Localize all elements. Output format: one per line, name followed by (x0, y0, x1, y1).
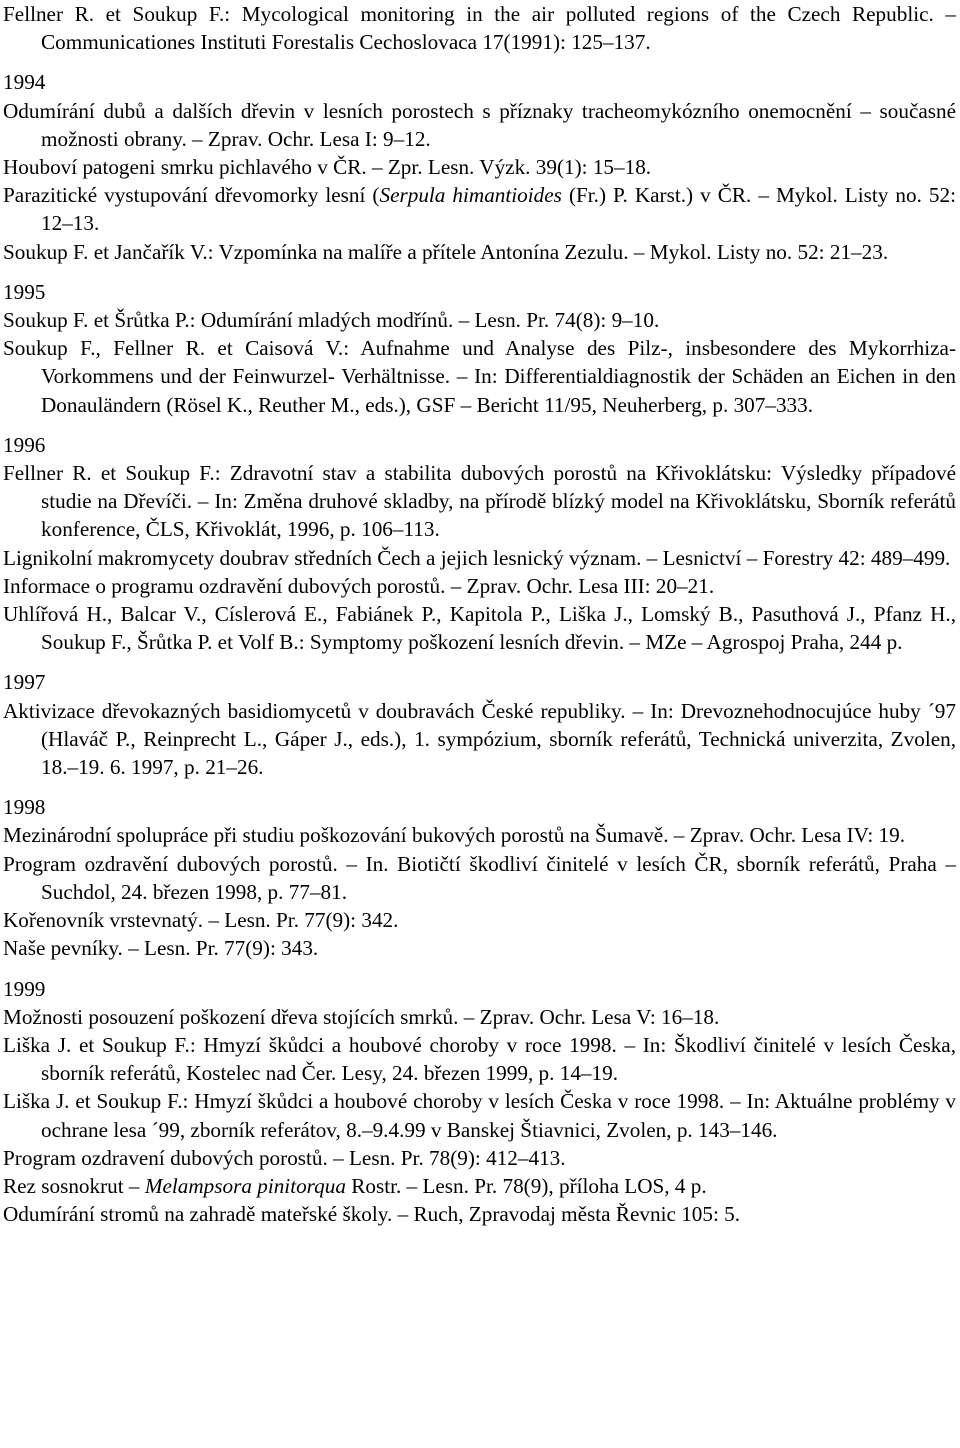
bib-entry: Soukup F. et Jančařík V.: Vzpomínka na malíře a přítele Antonína Zezulu. – Mykol. Listy no. 52: 21–23. (3, 239, 889, 264)
bib-entry: Naše pevníky. – Lesn. Pr. 77(9): 343. (3, 936, 319, 961)
italic-taxon: Serpula himantioides (379, 183, 562, 208)
bib-entry: Informace o programu ozdravění dubových porostů. – Zprav. Ochr. Lesa III: 20–21. (3, 573, 715, 598)
italic-taxon: Melampsora pinitorqua (144, 1173, 346, 1198)
year-heading: 1998 (3, 795, 46, 820)
bib-entry: Rez sosnokrut – Melampsora pinitorqua Rostr. – Lesn. Pr. 78(9), příloha LOS, 4 p. (3, 1173, 707, 1198)
bib-entry: Aktivizace dřevokazných basidiomycetů v doubravách České republiky. – In: Drevoznehodnocujúce huby ´97 (Hlaváč P., Reinprecht L., Gáper J., eds.), 1. sympózium, sborník referátů, Technická univerzita, Zvolen, 18.–19. 6. 1997, p. 21–26. (3, 698, 956, 780)
section-gap (3, 656, 956, 668)
bib-entry: Odumírání stromů na zahradě mateřské školy. – Ruch, Zpravodaj města Řevnic 105: 5. (3, 1202, 741, 1227)
year-heading: 1996 (3, 432, 46, 457)
year-heading: 1995 (3, 279, 46, 304)
bib-entry: Fellner R. et Soukup F.: Mycological monitoring in the air polluted regions of the Czech Republic. – Communicationes Instituti Forestalis Cechoslovaca 17(1991): 125–137. (3, 2, 956, 55)
bib-entry: Parazitické vystupování dřevomorky lesní (Serpula himantioides (Fr.) P. Karst.) v ČR. – Mykol. Listy no. 52: 12–13. (3, 183, 956, 236)
bib-entry: Liška J. et Soukup F.: Hmyzí škůdci a houbové choroby v lesích Česka v roce 1998. – In: Aktuálne problémy v ochrane lesa ´99, zborník referátov, 8.–9.4.99 v Banskej Štiavnici, Zvolen, p. 143–146. (3, 1089, 956, 1142)
bib-entry: Program ozdravení dubových porostů. – Lesn. Pr. 78(9): 412–413. (3, 1145, 566, 1170)
section-gap (3, 963, 956, 975)
year-heading: 1999 (3, 976, 46, 1001)
year-heading: 1994 (3, 70, 46, 95)
bib-entry: Soukup F. et Šrůtka P.: Odumírání mladých modřínů. – Lesn. Pr. 74(8): 9–10. (3, 308, 660, 333)
bib-entry: Houboví patogeni smrku pichlavého v ČR. – Zpr. Lesn. Výzk. 39(1): 15–18. (3, 155, 652, 180)
year-heading: 1997 (3, 670, 46, 695)
bibliography-page (3, 0, 956, 1228)
section-gap (3, 419, 956, 431)
bib-entry: Odumírání dubů a dalších dřevin v lesních porostech s příznaky tracheomykózního onemocnění – současné možnosti obrany. – Zprav. Ochr. Lesa I: 9–12. (3, 98, 956, 151)
bib-entry: Možnosti posouzení poškození dřeva stojících smrků. – Zprav. Ochr. Lesa V: 16–18. (3, 1004, 720, 1029)
bib-entry: Liška J. et Soukup F.: Hmyzí škůdci a houbové choroby v roce 1998. – In: Škodliví činitelé v lesích Česka, sborník referátů, Kostelec nad Čer. Lesy, 24. březen 1999, p. 14–19. (3, 1032, 956, 1086)
section-gap (3, 781, 956, 793)
section-gap (3, 56, 956, 68)
bib-entry: Fellner R. et Soukup F.: Zdravotní stav a stabilita dubových porostů na Křivoklátsku: Výsledky případové studie na Dřevíči. – In: Změna druhové skladby, na přírodě blízký model na Křivoklátsku, Sborník referátů konference, ČLS, Křivoklát, 1996, p. 106–113. (3, 461, 956, 542)
bib-entry: Program ozdravění dubových porostů. – In. Biotičtí škodliví činitelé v lesích ČR, sborník referátů, Praha – Suchdol, 24. březen 1998, p. 77–81. (3, 851, 956, 904)
bib-entry: Soukup F., Fellner R. et Caisová V.: Aufnahme und Analyse des Pilz-, insbesondere des Mykorrhiza-Vorkommens und der Feinwurzel- Verhältnisse. – In: Differentialdiagnostik der Schäden an Eichen in den Donauländern (Rösel K., Reuther M., eds.), GSF – Bericht 11/95, Neuherberg, p. 307–333. (3, 336, 956, 417)
section-gap (3, 266, 956, 278)
bib-entry: Mezinárodní spolupráce při studiu poškozování bukových porostů na Šumavě. – Zprav. Ochr. Lesa IV: 19. (3, 823, 906, 848)
bib-entry: Lignikolní makromycety doubrav středních Čech a jejich lesnický význam. – Lesnictví – Forestry 42: 489–499. (3, 545, 951, 570)
bib-entry: Kořenovník vrstevnatý. – Lesn. Pr. 77(9): 342. (3, 908, 399, 933)
bib-entry: Uhlířová H., Balcar V., Císlerová E., Fabiánek P., Kapitola P., Liška J., Lomský B., Pasuthová J., Pfanz H., Soukup F., Šrůtka P. et Volf B.: Symptomy poškození lesních dřevin. – MZe – Agrospoj Praha, 244 p. (3, 602, 956, 655)
